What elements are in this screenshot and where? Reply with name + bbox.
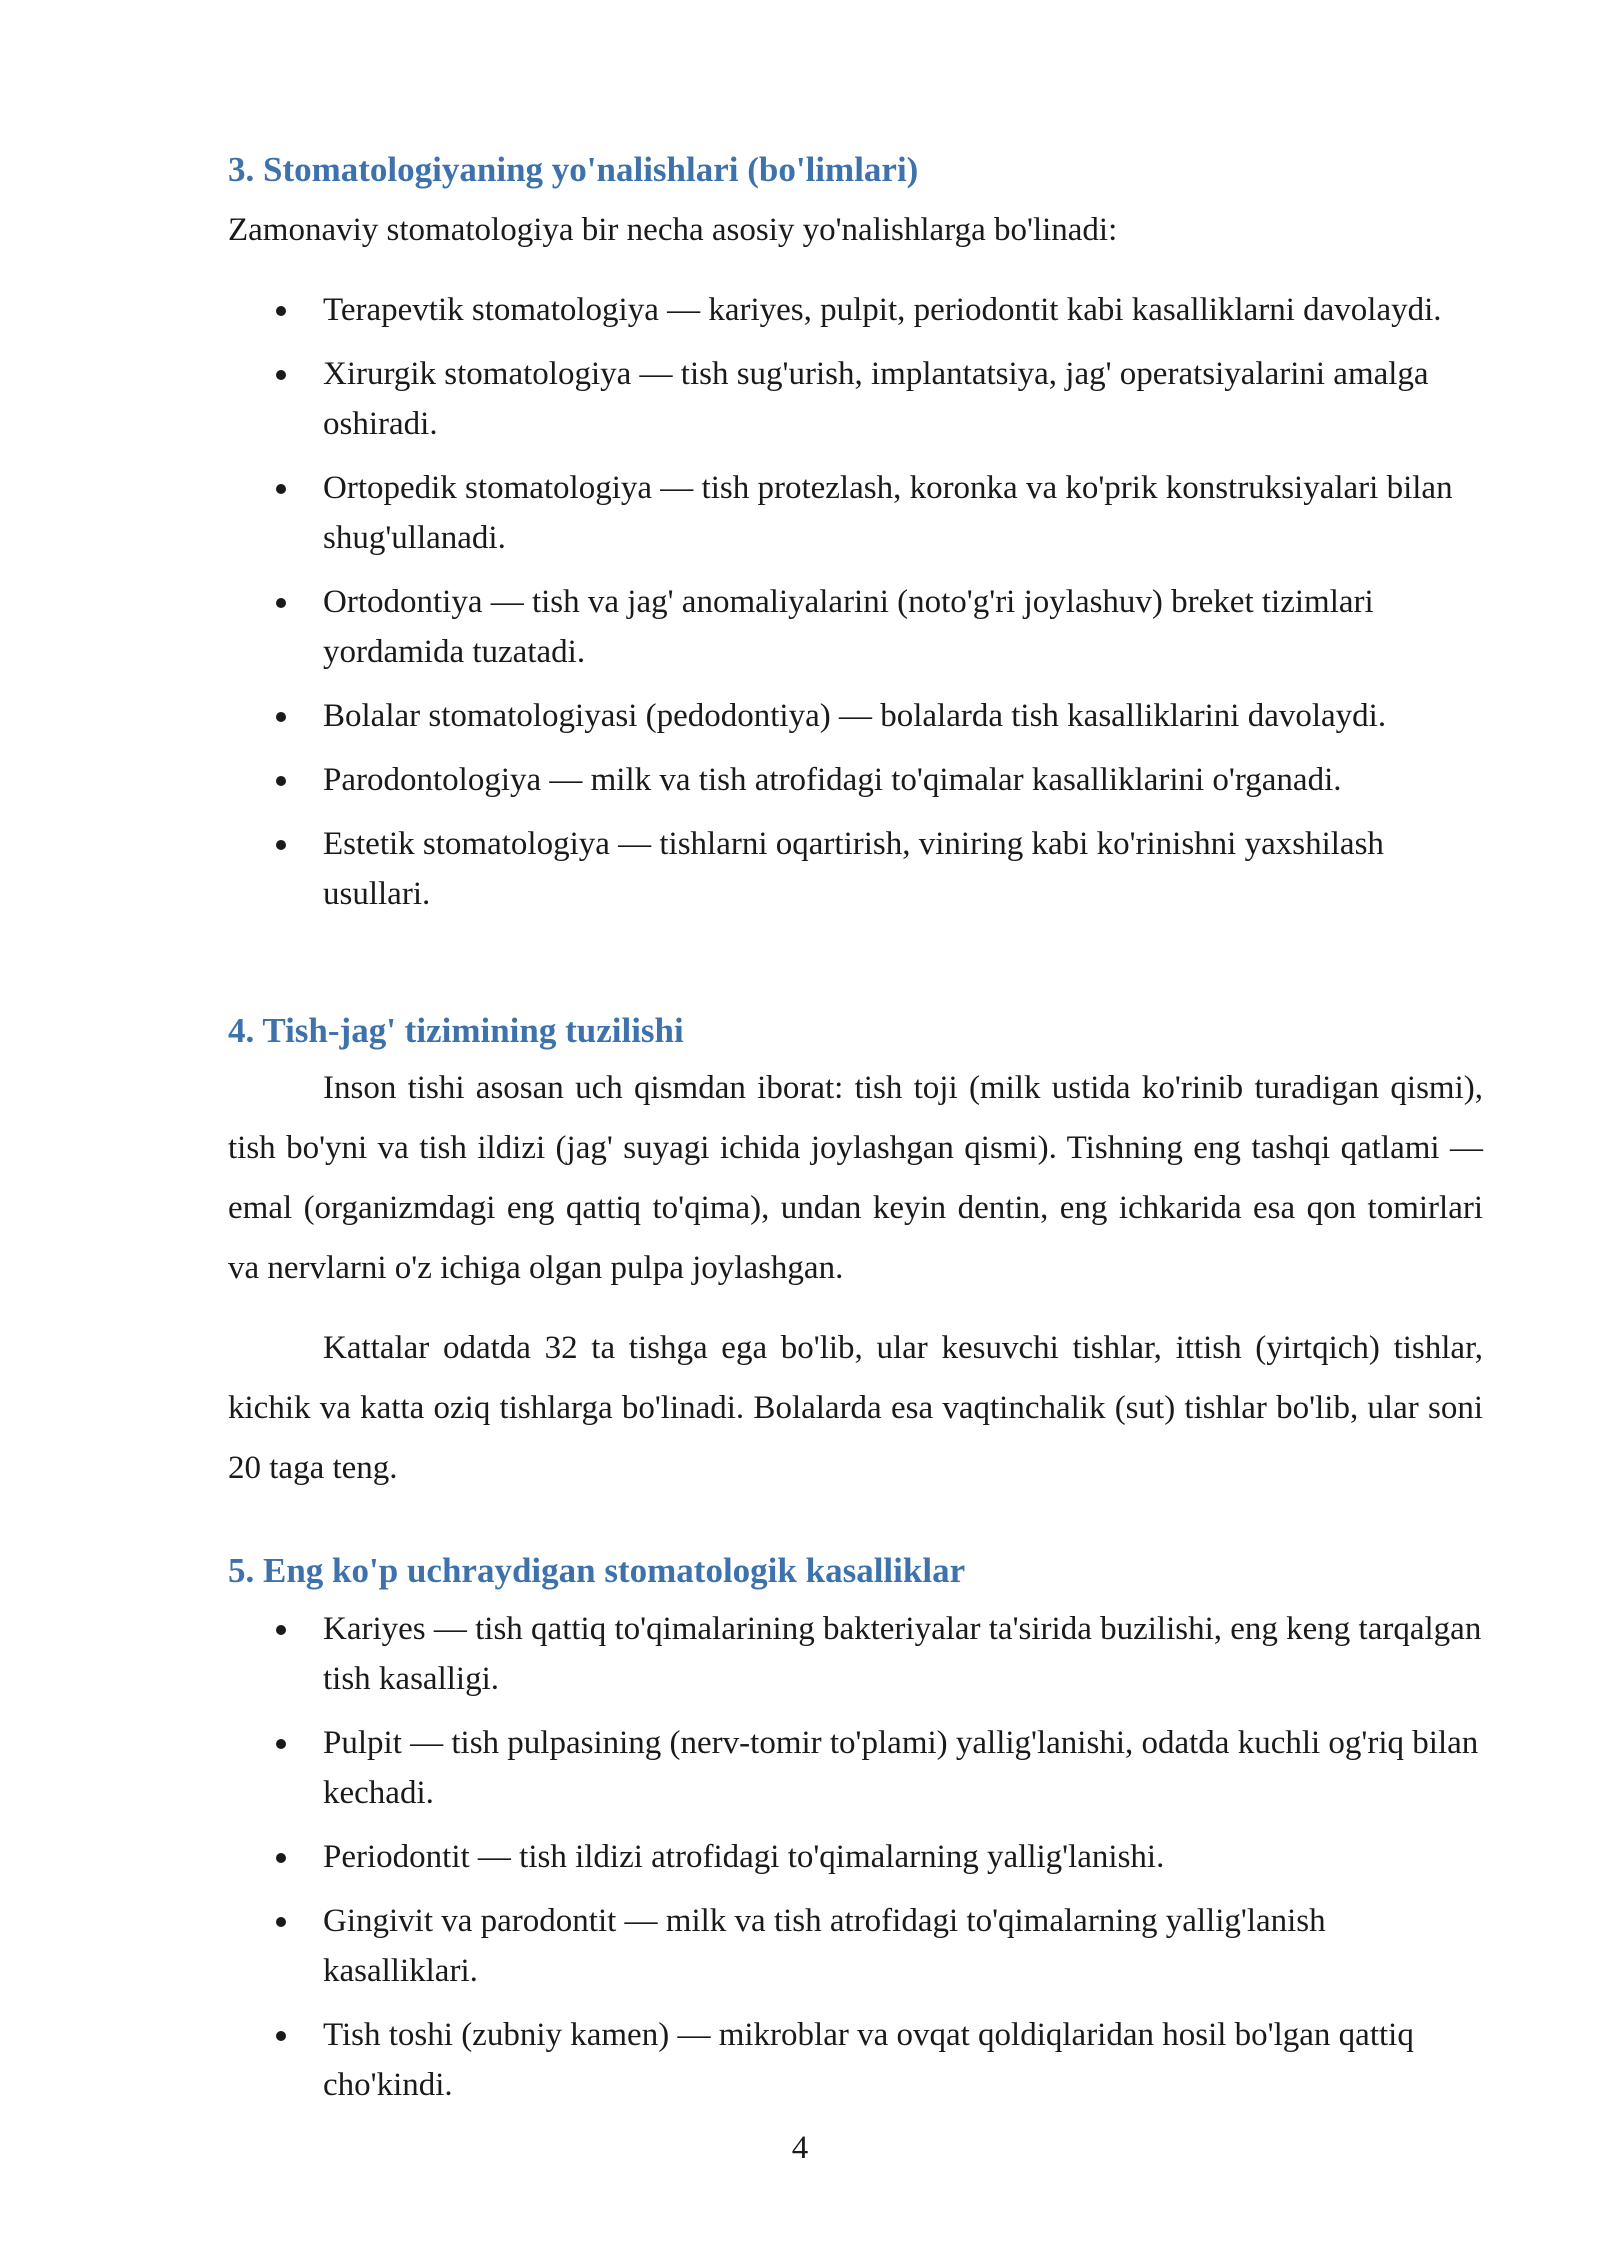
- list-item-text: Ortodontiya — tish va jag' anomaliyalarini (noto'g'ri joylashuv) breket tizimlari yordamida tuzatadi.: [323, 584, 1374, 670]
- bullet-icon: [276, 370, 286, 380]
- list-item: [228, 2010, 1483, 2110]
- section-3-intro: Zamonaviy stomatologiya bir necha asosiy yo'nalishlarga bo'linadi:: [228, 212, 1118, 248]
- bullet-icon: [276, 840, 286, 850]
- list-item: [228, 755, 1483, 805]
- section-5: [228, 1550, 1483, 2124]
- page-number: 4: [791, 2130, 809, 2166]
- list-item: [228, 819, 1483, 919]
- bullet-icon: [276, 1739, 286, 1749]
- list-item: [228, 349, 1483, 449]
- list-item-text: Estetik stomatologiya — tishlarni oqartirish, viniring kabi ko'rinishni yaxshilash usullari.: [323, 826, 1384, 912]
- section-5-list: [228, 1604, 1483, 2110]
- bullet-icon: [276, 776, 286, 786]
- section-3-heading: 3. Stomatologiyaning yo'nalishlari (bo'limlari): [228, 150, 919, 189]
- bullet-icon: [276, 1853, 286, 1863]
- list-item-text: Kariyes — tish qattiq to'qimalarining bakteriyalar ta'sirida buzilishi, eng keng tarqalgan tish kasalligi.: [323, 1611, 1482, 1697]
- list-item-text: Periodontit — tish ildizi atrofidagi to'qimalarning yallig'lanishi.: [323, 1839, 1165, 1875]
- bullet-icon: [276, 306, 286, 316]
- bullet-icon: [276, 2031, 286, 2041]
- bullet-icon: [276, 484, 286, 494]
- list-item: [228, 691, 1483, 741]
- list-item-text: Gingivit va parodontit — milk va tish atrofidagi to'qimalarning yallig'lanish kasalliklari.: [323, 1903, 1326, 1989]
- list-item-text: Xirurgik stomatologiya — tish sug'urish, implantatsiya, jag' operatsiyalarini amalga oshiradi.: [323, 356, 1429, 442]
- section-4: [228, 1010, 1483, 1498]
- list-item: [228, 1832, 1483, 1882]
- list-item: [228, 1604, 1483, 1704]
- bullet-icon: [276, 598, 286, 608]
- section-3-list: [228, 285, 1483, 919]
- bullet-icon: [276, 1917, 286, 1927]
- section-5-heading: 5. Eng ko'p uchraydigan stomatologik kasalliklar: [228, 1551, 966, 1590]
- list-item: [228, 285, 1483, 335]
- list-item: [228, 1896, 1483, 1996]
- bullet-icon: [276, 1625, 286, 1635]
- list-item-text: Tish toshi (zubniy kamen) — mikroblar va ovqat qoldiqlaridan hosil bo'lgan qattiq cho'kindi.: [323, 2017, 1414, 2103]
- list-item: [228, 1718, 1483, 1818]
- list-item-text: Pulpit — tish pulpasining (nerv-tomir to'plami) yallig'lanishi, odatda kuchli og'riq bilan kechadi.: [323, 1725, 1479, 1811]
- list-item-text: Terapevtik stomatologiya — kariyes, pulpit, periodontit kabi kasalliklarni davolaydi.: [323, 292, 1442, 328]
- section-4-paragraph: Kattalar odatda 32 ta tishga ega bo'lib, ular kesuvchi tishlar, ittish (yirtqich) tishlar, kichik va katta oziq tishlarga bo'linadi. Bolalarda esa vaqtinchalik (sut) tishlar bo'lib, ular soni 20 taga teng.: [228, 1330, 1483, 1486]
- list-item-text: Ortopedik stomatologiya — tish protezlash, koronka va ko'prik konstruksiyalari bilan shug'ullanadi.: [323, 470, 1453, 556]
- list-item: [228, 463, 1483, 563]
- section-3: [228, 149, 1483, 933]
- bullet-icon: [276, 712, 286, 722]
- section-4-paragraph: Inson tishi asosan uch qismdan iborat: tish toji (milk ustida ko'rinib turadigan qismi), tish bo'yni va tish ildizi (jag' suyagi ichida joylashgan qismi). Tishning eng tashqi qatlami — emal (organizmdagi eng qattiq to'qima), undan keyin dentin, eng ichkarida esa qon tomirlari va nervlarni o'z ichiga olgan pulpa joylashgan.: [228, 1070, 1483, 1286]
- section-4-heading: 4. Tish-jag' tizimining tuzilishi: [228, 1011, 684, 1050]
- list-item: [228, 577, 1483, 677]
- list-item-text: Bolalar stomatologiyasi (pedodontiya) — bolalarda tish kasalliklarini davolaydi.: [323, 698, 1387, 734]
- list-item-text: Parodontologiya — milk va tish atrofidagi to'qimalar kasalliklarini o'rganadi.: [323, 762, 1342, 798]
